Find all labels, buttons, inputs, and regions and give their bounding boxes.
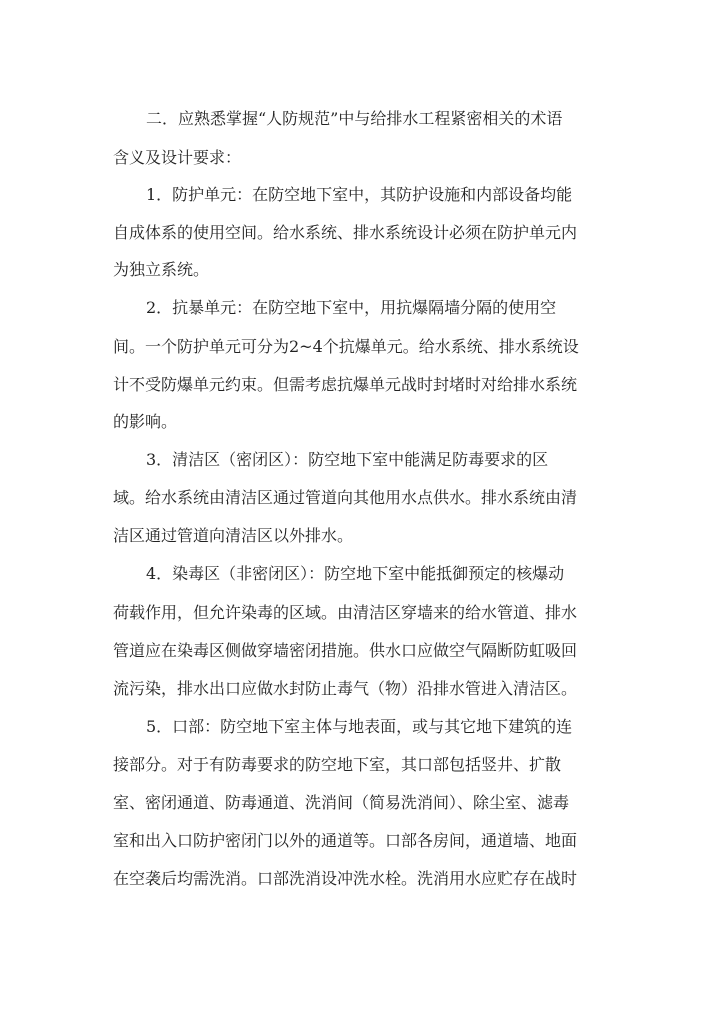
text-line: 4．染毒区（非密闭区）：防空地下室中能抵御预定的核爆动: [146, 564, 565, 583]
text-line: 在空袭后均需洗消。口部洗消设冲洗水栓。洗消用水应贮存在战时: [113, 869, 578, 888]
text-line: 自成体系的使用空间。给水系统、排水系统设计必须在防护单元内: [113, 223, 578, 242]
text-line: 为独立系统。: [113, 260, 210, 279]
text-line: 二．应熟悉掌握“人防规范”中与给排水工程紧密相关的术语: [146, 109, 563, 128]
text-line: 2．抗暴单元：在防空地下室中，用抗爆隔墙分隔的使用空: [146, 298, 557, 317]
text-line: 1．防护单元：在防空地下室中，其防护设施和内部设备均能: [146, 185, 573, 204]
text-line: 管道应在染毒区侧做穿墙密闭措施。供水口应做空气隔断防虹吸回: [113, 641, 578, 660]
text-line: 5．口部：防空地下室主体与地表面，或与其它地下建筑的连: [146, 717, 573, 736]
text-line: 荷载作用，但允许染毒的区域。由清洁区穿墙来的给水管道、排水: [113, 603, 578, 622]
text-line: 含义及设计要求：: [113, 148, 242, 167]
text-line: 间。一个防护单元可分为2~4个抗爆单元。给水系统、排水系统设: [113, 337, 579, 356]
text-line: 域。给水系统由清洁区通过管道向其他用水点供水。排水系统由清: [113, 488, 578, 507]
text-line: 3．清洁区（密闭区）：防空地下室中能满足防毒要求的区: [146, 450, 549, 469]
text-line: 流污染，排水出口应做水封防止毒气（物）沿排水管进入清洁区。: [113, 679, 578, 698]
text-line: 室、密闭通道、防毒通道、洗消间（简易洗消间）、除尘室、滤毒: [113, 793, 570, 812]
text-line: 计不受防爆单元约束。但需考虑抗爆单元战时封堵时对给排水系统: [113, 375, 578, 394]
text-line: 室和出入口防护密闭门以外的通道等。口部各房间，通道墙、地面: [113, 831, 578, 850]
text-line: 接部分。对于有防毒要求的防空地下室，其口部包括竖井、扩散: [113, 755, 562, 774]
text-line: 洁区通过管道向清洁区以外排水。: [113, 526, 354, 545]
text-line: 的影响。: [113, 412, 178, 431]
